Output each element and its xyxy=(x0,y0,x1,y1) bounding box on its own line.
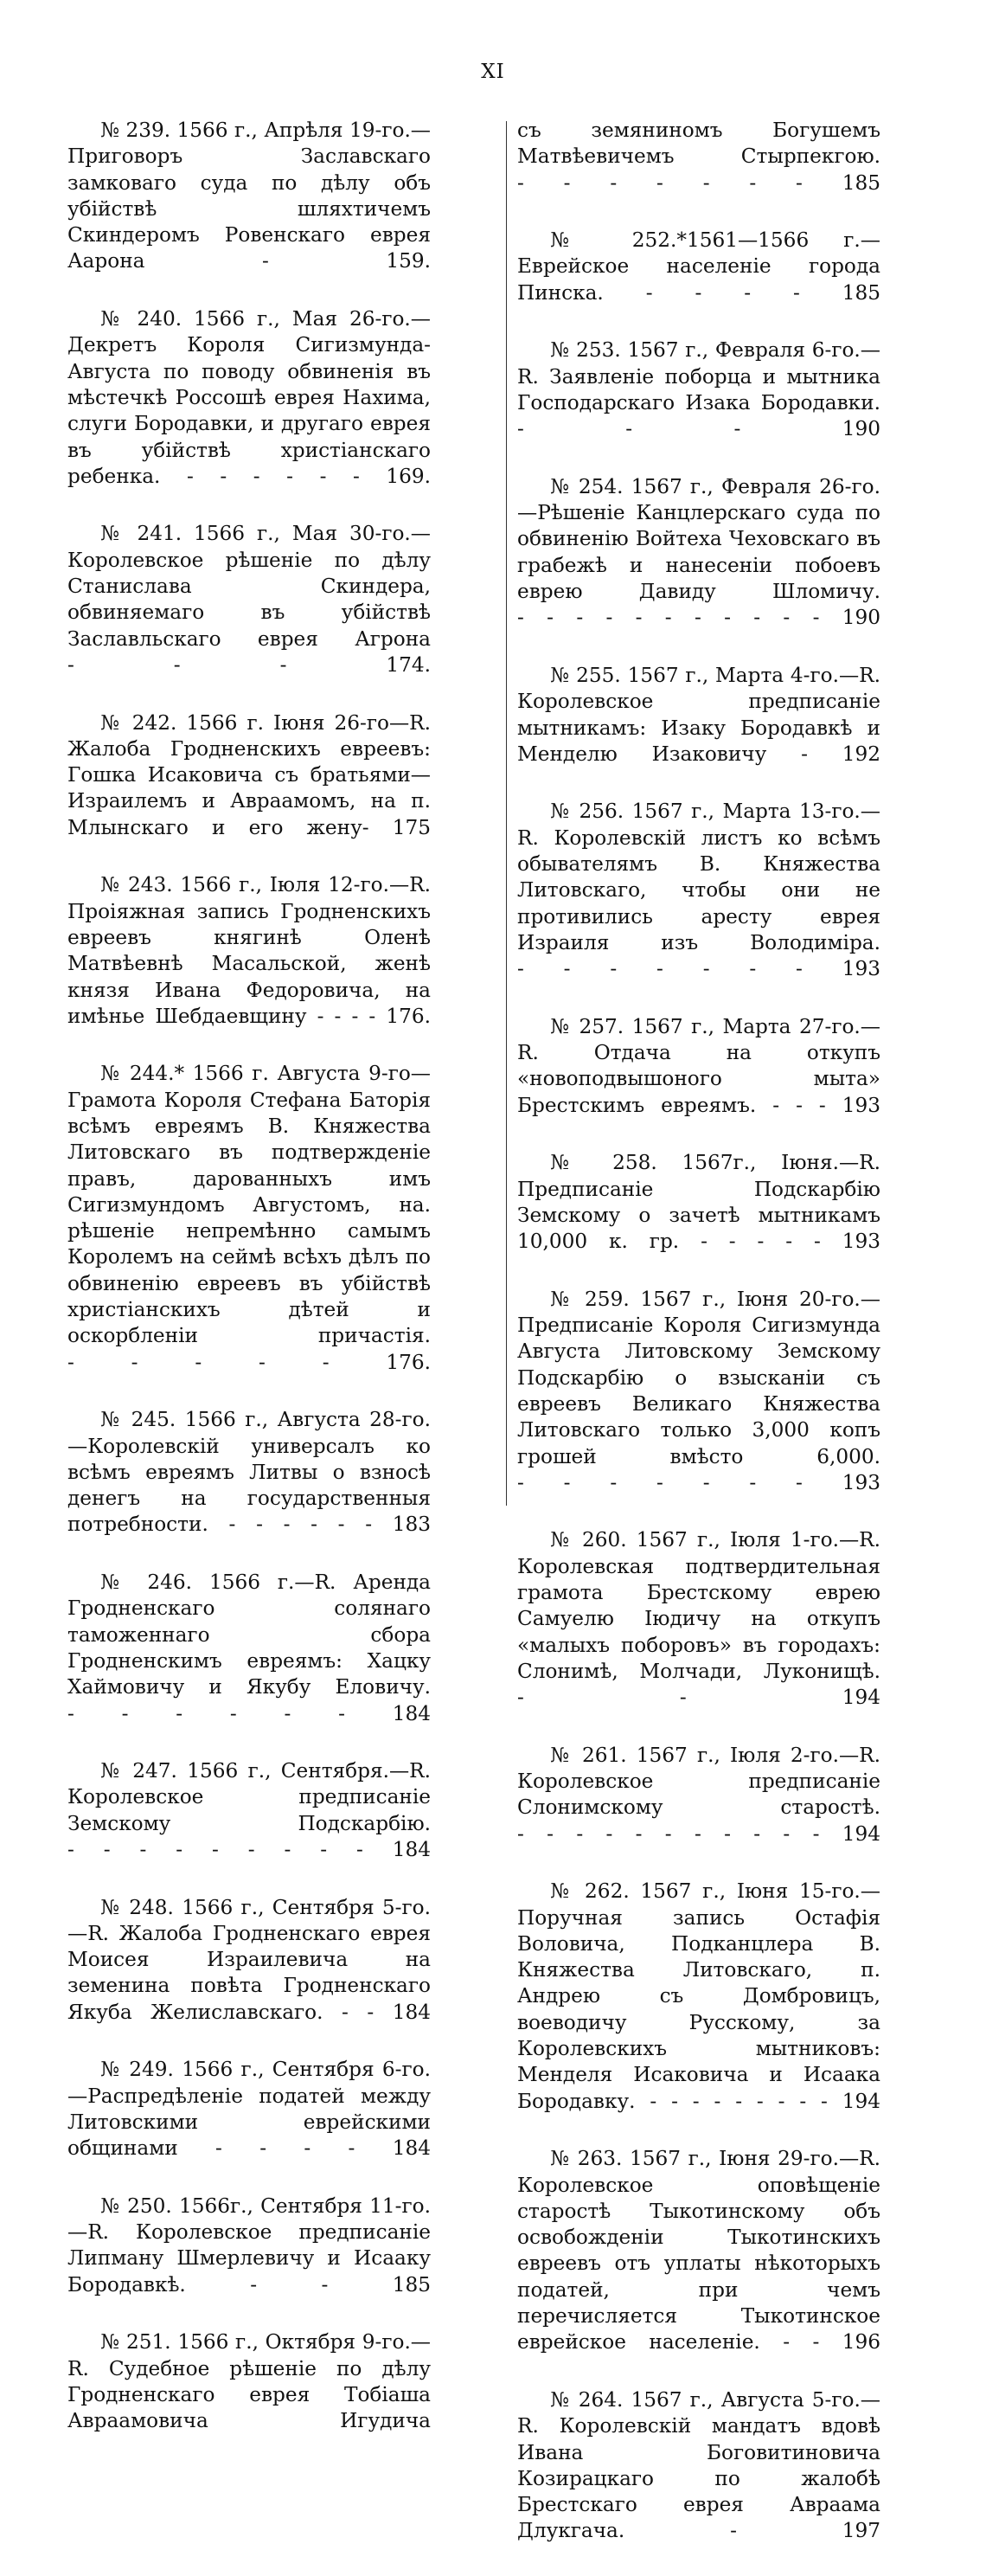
index-entry xyxy=(517,2146,880,2382)
index-entry xyxy=(67,1570,431,1753)
index-entry xyxy=(67,2194,431,2324)
entry-text: № 257. 1567 г., Марта 27-го.—R. Отдача на откупъ «новоподвышоного мыта» Брестскимъ евреямъ. xyxy=(517,1014,880,1117)
entry-text: № 255. 1567 г., Марта 4-го.—R. Королевское предписаніе мытникамъ: Изаку Бородавкѣ и Менделю Изаковичу xyxy=(517,663,880,766)
entry-text: № 261. 1567 г., Іюля 2-го.—R. Королевское предписаніе Слонимскому старостѣ. xyxy=(517,1743,880,1820)
entry-text: № 263. 1567 г., Іюня 29-го.—R. Королевское оповѣщеніе старостѣ Тыкотинскому объ освобожденіи Тыкотинскихъ евреевъ отъ уплаты нѣкоторыхъ податей, при чемъ перечисляется Тыкотинское еврейское населеніе. xyxy=(517,2147,880,2354)
entry-text: № 256. 1567 г., Марта 13-го.—R. Королевскій листъ ко всѣмъ обывателямъ В. Княжества Литовскаго, чтобы они не противились аресту еврея Израиля изъ Володиміра. xyxy=(517,800,880,954)
entry-text: № 258. 1567г., Іюня.—R. Предписаніе Подскарбію Земскому о зачетѣ мытникамъ 10,000 к. гр. xyxy=(517,1151,880,1254)
entry-text: № 249. 1566 г., Сентября 6-го.—Распредѣленіе податей между Литовскими еврейскими общинами xyxy=(67,2058,431,2161)
index-entry xyxy=(517,118,880,222)
right-column xyxy=(517,118,880,2576)
entry-page-ref: - - - - - - - - - - - 194 xyxy=(517,1821,880,1846)
index-entry xyxy=(517,799,880,1008)
page-number: XI xyxy=(481,61,505,83)
index-entry xyxy=(517,228,880,332)
entry-text: № 246. 1566 г.—R. Аренда Гродненскаго солянаго таможеннаго сбора Гродненскимъ евреямъ: Хацку Хаймовичу и Якубу Еловичу. xyxy=(67,1571,431,1699)
entry-text: № 250. 1566г., Сентября 11-го.—R. Королевское предписаніе Липману Шмерлевичу и Исааку Бородавкѣ. xyxy=(67,2194,431,2297)
index-entry xyxy=(67,1061,431,1402)
entry-page-ref: - - 196 xyxy=(783,2330,881,2354)
entry-page-ref: - - - - - - - - - 184 xyxy=(67,1838,431,1861)
entry-text: № 247. 1566 г., Сентября.—R. Королевское предписаніе Земскому Подскарбію. xyxy=(67,1759,431,1835)
entry-text: № 248. 1566 г., Сентября 5-го.—R. Жалоба Гродненскаго еврея Моисея Израилевича на земенина повѣта Гродненскаго Якуба Желиславскаго. xyxy=(67,1895,431,2024)
entry-text: № 242. 1566 г. Іюня 26-го—R. Жалоба Гродненскихъ евреевъ: Гошка Исаковича съ братьями—Израилемъ и Авраамомъ, на п. Млынскаго и его жену- xyxy=(67,710,431,839)
entry-page-ref: - - - - - - - - - - - 190 xyxy=(517,606,880,630)
index-entry xyxy=(517,337,880,468)
entry-page-ref: - - - 174. xyxy=(67,652,431,677)
column-divider xyxy=(506,121,507,1506)
entry-text: № 240. 1566 г., Мая 26-го.—Декретъ Короля Сигизмунда-Августа по поводу обвиненія въ мѣстечкѣ Россошѣ еврея Нахима, слуги Бородавки, и другаго еврея въ убійствѣ христіанскаго ребенка. xyxy=(67,307,431,488)
entry-page-ref: - - - - - - - - - 194 xyxy=(650,2089,881,2113)
entry-page-ref: - - - - - - - 193 xyxy=(517,957,880,981)
index-entry xyxy=(67,1758,431,1889)
index-entry xyxy=(67,2329,431,2460)
entry-page-ref: - - - - - - - 193 xyxy=(517,1470,880,1494)
entry-text: № 253. 1567 г., Февраля 6-го.—R. Заявленіе поборца и мытника Господарскаго Изака Бородавки. xyxy=(517,338,880,414)
entry-text: № 259. 1567 г., Іюня 20-го.—Предписаніе Короля Сигизмунда Августа Литовскому Земскому Подскарбію о взысканіи съ евреевъ Великаго Княжества Литовскаго только 3,000 копъ грошей вмѣсто 6,000. xyxy=(517,1287,880,1468)
index-entry xyxy=(517,474,880,658)
entry-page-ref: - 197 xyxy=(730,2519,880,2543)
index-entry xyxy=(67,306,431,516)
entry-page-ref: - - 184 xyxy=(342,2000,432,2024)
entry-text: № 251. 1566 г., Октября 9-го.—R. Судебное рѣшеніе по дѣлу Гродненскаго еврея Тобіаша Авраамовича Игудича xyxy=(67,2330,431,2433)
entry-text: № 245. 1566 г., Августа 28-го.—Королевскій универсалъ ко всѣмъ евреямъ Литвы о взносѣ денегъ на государственныя потребности. xyxy=(67,1408,431,1537)
entry-page-ref: - 192 xyxy=(801,742,880,766)
entry-page-ref: - - - 193 xyxy=(772,1093,880,1117)
entry-text: № 262. 1567 г., Іюня 15-го.—Поручная запись Остафія Воловича, Подканцлера В. Княжества Литовскаго, п. Андрею съ Домбровицъ, воеводичу Русскому, за Королевскихъ мытниковъ: Менделя Исаковича и Исаака Бородавку. xyxy=(517,1879,880,2113)
entry-text: № 260. 1567 г., Іюля 1-го.—R. Королевская подтвердительная грамота Брестскому еврею Самуелю Іюдичу на откупъ «малыхъ поборовъ» въ городахъ: Слонимѣ, Молчади, Луконищѣ. xyxy=(517,1528,880,1683)
entry-page-ref: - - 185 xyxy=(250,2272,431,2297)
index-entry xyxy=(67,521,431,704)
index-entry xyxy=(517,1743,880,1873)
entry-page-ref: - - - - 176. xyxy=(317,1004,432,1028)
index-entry xyxy=(67,1407,431,1564)
entry-page-ref: - - - 190 xyxy=(517,417,880,441)
index-entry xyxy=(517,1014,880,1145)
index-entry xyxy=(517,1150,880,1281)
entry-text: № 254. 1567 г., Февраля 26-го.—Рѣшеніе Канцлерскаго суда по обвиненію Войтеха Чеховскаго въ грабежѣ и нанесеніи побоевъ еврею Давиду Шломичу. xyxy=(517,474,880,604)
index-entry xyxy=(67,118,431,301)
entry-page-ref: 175 xyxy=(392,815,431,839)
index-entry xyxy=(517,663,880,793)
entry-page-ref: - - - - - - 183 xyxy=(228,1513,431,1537)
index-entry xyxy=(67,2057,431,2187)
index-entry xyxy=(517,1879,880,2141)
entry-page-ref: - - - - 185 xyxy=(645,280,880,305)
entry-page-ref: - 159. xyxy=(262,249,431,273)
index-entry xyxy=(517,1527,880,1737)
entry-page-ref: - - - - - - 184 xyxy=(67,1701,431,1725)
entry-page-ref: - - - - - 193 xyxy=(701,1230,880,1254)
entry-text: съ земяниномъ Богушемъ Матвѣевичемъ Стырпекгою. xyxy=(517,119,880,169)
entry-text: № 252.*1561—1566 г.—Еврейское населеніе города Пинска. xyxy=(517,228,880,305)
index-entry xyxy=(67,872,431,1056)
entry-page-ref: - - - - - 176. xyxy=(67,1350,431,1374)
entry-page-ref: - - - - 184 xyxy=(215,2136,431,2161)
entry-text: № 241. 1566 г., Мая 30-го.—Королевское рѣшеніе по дѣлу Станислава Скиндера, обвиняемаго въ убійствѣ Заславльскаго еврея Агрона xyxy=(67,522,431,651)
entry-text: № 243. 1566 г., Іюля 12-го.—R. Проіяжная запись Гродненскихъ евреевъ княгинѣ Оленѣ Матвѣевнѣ Масальской, женѣ князя Ивана Федоровича, на имѣнье Шебдаевщину xyxy=(67,873,431,1028)
entry-text: № 264. 1567 г., Августа 5-го.—R. Королевскій мандатъ вдовѣ Ивана Боговитиновича Козирацкаго по жалобѣ Брестскаго еврея Авраама Длукгача. xyxy=(517,2387,880,2543)
entry-page-ref: - - - - - - 169. xyxy=(186,464,431,488)
index-entry xyxy=(67,1895,431,2052)
index-entry xyxy=(67,710,431,868)
index-entry xyxy=(517,2387,880,2571)
entry-text: № 239. 1566 г., Апрѣля 19-го.—Приговоръ Заславскаго замковаго суда по дѣлу объ убійствѣ шляхтичемъ Скиндеромъ Ровенскаго еврея Аарона xyxy=(67,119,431,273)
left-column xyxy=(67,118,431,2466)
entry-text: № 244.* 1566 г. Августа 9-го—Грамота Короля Стефана Баторія всѣмъ евреямъ В. Княжества Литовскаго въ подтвержденіе правъ, дарованныхъ имъ Сигизмундомъ Августомъ, на. рѣшеніе непремѣнно самымъ Королемъ на сеймѣ всѣхъ дѣлъ по обвиненію евреевъ въ убійствѣ христіанскихъ дѣтей и оскорбленіи причастія. xyxy=(67,1062,431,1348)
entry-page-ref: - - 194 xyxy=(517,1686,880,1710)
entry-page-ref: - - - - - - - 185 xyxy=(517,170,880,195)
index-entry xyxy=(517,1287,880,1523)
